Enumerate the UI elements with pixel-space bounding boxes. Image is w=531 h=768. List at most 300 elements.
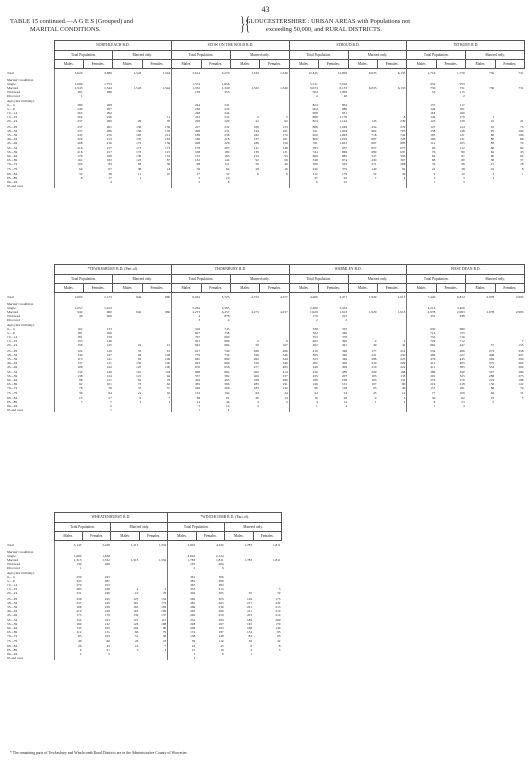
table-cell: 712 <box>459 339 465 344</box>
females-heading: Females. <box>253 532 281 541</box>
table-cell: 729 <box>407 339 436 343</box>
footnote: * The remaining parts of Tewkesbury and Winchcomb Rural Districts are in the Administrative County of Worcester. <box>10 751 188 755</box>
corner-cell <box>6 523 54 532</box>
corner-cell <box>6 275 54 284</box>
table-cell: 170 <box>275 622 281 627</box>
table-cell: 447 <box>459 343 465 348</box>
row-label: 15—19 <box>7 339 18 344</box>
corner-cell <box>6 513 54 523</box>
table-cell: 482 <box>407 353 436 357</box>
table-cell: 101 <box>136 370 142 374</box>
row-label: 90—94 <box>7 179 18 184</box>
table-cell: 112 <box>459 146 465 150</box>
row-label: 5— 9 <box>7 107 15 112</box>
table-cell: 134 <box>246 630 253 635</box>
table-cell: 309 <box>518 364 524 369</box>
table-cell: 207 <box>224 146 230 150</box>
table-cell: 4 <box>257 399 259 404</box>
table-cell: 217 <box>246 600 253 605</box>
table-cell: 375 <box>489 360 495 365</box>
table-cell: 1 <box>54 94 83 98</box>
table-cell: 211 <box>247 608 253 613</box>
table-cell <box>377 408 406 412</box>
table-cell: 95 <box>277 630 281 635</box>
table-cell: 79 <box>166 378 171 383</box>
row-label: 60—64 <box>7 154 18 159</box>
table-cell: 305 <box>218 591 224 596</box>
table-cell: 355 <box>224 89 230 94</box>
table-cell: 2 <box>257 339 259 344</box>
table-cell: 405 <box>459 360 465 365</box>
table-row <box>6 69 525 78</box>
table-cell: 9 <box>286 339 288 344</box>
table-cell: 393 <box>289 353 318 357</box>
table-cell: 40 <box>284 162 288 167</box>
district-heading: NORTHLEACH R.D. <box>54 41 172 51</box>
table-cell: 307 <box>489 370 495 374</box>
table-cell: 1,313 <box>130 543 139 548</box>
table-cell: 160 <box>459 111 465 116</box>
row-label: 0— 4 <box>7 575 15 580</box>
table-cell: 46 <box>54 314 83 318</box>
table-cell: 30 <box>407 396 436 400</box>
table-cell: 546 <box>282 352 288 357</box>
table-cell: 39 <box>54 390 83 395</box>
table-cell: 1,093 <box>339 132 348 137</box>
table-cell: 313 <box>218 587 224 592</box>
table-cell: 121 <box>106 378 112 383</box>
table-cell: 138 <box>407 129 436 133</box>
table-cell: 44 <box>284 391 288 396</box>
table-cell: 258 <box>518 348 524 353</box>
table-cell <box>377 184 406 188</box>
table-cell: 187 <box>218 630 224 635</box>
table-cell: 4 <box>172 314 201 318</box>
table-cell: 557 <box>172 374 201 378</box>
table-cell: 279 <box>54 583 82 587</box>
table-cell: 8 <box>407 400 436 404</box>
table-cell: 84 <box>407 154 436 158</box>
table-cell: 685 <box>400 140 406 145</box>
table-cell: 14 <box>172 400 201 404</box>
table-cell: 183 <box>161 604 167 609</box>
table-cell: 14 <box>166 167 171 172</box>
table-cell: 2,991 <box>168 541 196 550</box>
table-cell: 147 <box>106 352 112 357</box>
table-cell: 163 <box>165 136 171 141</box>
table-cell: 14 <box>226 403 230 408</box>
table-cell: 189 <box>106 154 112 159</box>
table-cell: 21 <box>490 162 495 167</box>
table-cell <box>83 184 112 188</box>
table-cell: 167 <box>282 343 288 348</box>
table-cell: 64 <box>226 167 230 172</box>
table-cell: 346 <box>341 352 348 357</box>
table-cell: 59 <box>255 162 259 167</box>
table-cell: 7 <box>168 395 171 400</box>
table-cell: 149 <box>407 115 436 119</box>
row-label: 70—74 <box>7 162 18 167</box>
table-cell: 68 <box>407 158 436 162</box>
row-label: 75—79 <box>7 391 18 396</box>
table-cell: 2,978 <box>407 310 436 314</box>
table-cell: 248 <box>289 365 318 369</box>
table-cell: 45 <box>220 643 224 648</box>
row-label: 55—59 <box>7 150 18 155</box>
table-cell: 3 <box>407 176 436 180</box>
table-cell: 666 <box>289 154 318 158</box>
table-cell: 667 <box>371 140 377 145</box>
table-cell: 139 <box>133 612 139 617</box>
table-cell: 262 <box>106 111 112 116</box>
table-cell: 288 <box>371 356 377 361</box>
table-cell: 367 <box>168 583 196 587</box>
table-cell: 245 <box>104 596 110 601</box>
table-cell: 806 <box>289 124 318 129</box>
table-cell: 767 <box>172 335 201 339</box>
table-cell: 4,257 <box>280 295 288 300</box>
table-cell: 284 <box>218 618 224 622</box>
table-cell: 273 <box>489 348 495 353</box>
table-cell: 131 <box>104 630 110 635</box>
males-heading: Males. <box>348 284 377 293</box>
total-population-heading: Total Population. <box>289 275 348 284</box>
table-cell: 2,993 <box>515 295 524 300</box>
table-cell: 55 <box>137 348 142 353</box>
table-subtitle <box>246 18 410 34</box>
table-cell: 1 <box>172 408 201 412</box>
row-label: 95 and over <box>7 183 24 188</box>
table-cell: 3 <box>462 175 465 180</box>
table-cell: 645 <box>172 357 201 361</box>
row-label: 15—19 <box>7 115 18 120</box>
males-heading: Males. <box>113 60 142 69</box>
table-cell: 100 <box>165 360 171 365</box>
table-cell <box>348 184 377 188</box>
table-cell: 690 <box>224 360 230 365</box>
table-cell: 1,543 <box>133 71 142 76</box>
table-cell: 188 <box>518 378 524 383</box>
table-cell: 239 <box>54 575 82 579</box>
table-cell: 165 <box>246 622 253 627</box>
table-cell: 1,656 <box>221 81 230 86</box>
table-cell: 94 <box>137 352 142 357</box>
table-cell: 219 <box>371 364 377 369</box>
table-cell: 353 <box>289 335 318 339</box>
table-cell: 75 <box>520 124 524 129</box>
table-cell: 134 <box>54 369 83 374</box>
table-subtitle-line1: GLOUCESTERSHIRE : URBAN AREAS with Populations not <box>246 18 411 25</box>
table-cell: 1,913 <box>397 309 406 314</box>
table-cell: 101 <box>106 382 112 387</box>
table-cell <box>142 184 171 188</box>
table-cell: 344 <box>282 356 288 361</box>
table-cell: 174 <box>161 600 167 605</box>
total-population-heading: Total Population. <box>172 51 231 60</box>
table-cell: 630 <box>407 327 436 331</box>
table-cell: 208 <box>400 162 406 167</box>
table-cell: 165 <box>104 626 110 631</box>
table-cell: 670 <box>172 365 201 369</box>
table-cell: 2 <box>462 93 465 98</box>
table-cell: 10 <box>490 167 495 172</box>
table-cell: 534 <box>407 348 436 353</box>
table-cell: 217 <box>106 146 112 150</box>
table-cell: 19 <box>220 647 224 652</box>
table-cell: 1,019 <box>339 136 348 141</box>
table-cell: 196 <box>54 605 82 609</box>
table-cell: 137 <box>161 612 167 617</box>
table-cell: 637 <box>400 150 406 155</box>
males-heading: Males. <box>172 284 201 293</box>
corner-cell <box>6 532 54 541</box>
table-cell: 12 <box>168 648 196 652</box>
row-label: 65—69 <box>7 158 18 163</box>
table-cell <box>225 656 253 660</box>
table-cell: 95 <box>407 145 436 150</box>
table-cell: 1,783 <box>244 557 253 562</box>
table-cell: 83 <box>108 162 112 167</box>
females-heading: Females. <box>139 532 167 541</box>
table-cell: 178 <box>172 145 201 150</box>
table-cell: 4 <box>345 403 348 408</box>
table-cell: 564 <box>289 90 318 94</box>
table-cell: 249 <box>168 613 196 617</box>
table-cell: 394 <box>489 356 495 361</box>
table-cell: 126 <box>133 622 139 627</box>
table-cell: 186 <box>253 140 259 145</box>
table-cell: 331 <box>407 314 436 318</box>
table-cell: 51 <box>134 634 139 639</box>
table-cell: 240 <box>289 166 318 171</box>
table-cell <box>289 408 318 412</box>
table-cell: 1,913 <box>339 309 348 314</box>
table-cell: 33 <box>407 162 436 166</box>
table-cell: 408 <box>489 352 495 357</box>
table-cell: 253 <box>104 583 110 588</box>
table-cell: 221 <box>246 604 253 609</box>
married-only-heading: Married only. <box>113 275 172 284</box>
table-cell: 148 <box>218 634 224 639</box>
table-cell: 92 <box>54 382 83 386</box>
table-cell: 123 <box>407 119 436 123</box>
row-label: 70—74 <box>7 634 18 639</box>
table-cell: 6 <box>139 395 142 400</box>
table-cell: 1,811 <box>272 543 281 548</box>
table-cell: 824 <box>289 119 318 123</box>
table-cell: 17 <box>108 175 112 180</box>
row-label: 50—54 <box>7 146 18 150</box>
table-cell: 8 <box>278 643 281 648</box>
table-cell: 390 <box>289 162 318 166</box>
table-cell <box>113 408 142 412</box>
table-cell: 243 <box>104 575 110 580</box>
table-cell: 64 <box>520 154 524 159</box>
table-cell <box>201 184 230 188</box>
table-cell: 112 <box>54 630 82 634</box>
table-cell: 238 <box>224 132 230 137</box>
table-cell: 367 <box>400 158 406 163</box>
table-cell: 462 <box>289 343 318 347</box>
table-cell <box>495 184 524 188</box>
table-cell: 163 <box>168 562 196 566</box>
table-cell: 237 <box>54 124 83 129</box>
table-cell: 122 <box>104 622 110 627</box>
table-cell: 95 <box>490 128 495 133</box>
table-cell: 209 <box>400 360 406 365</box>
district-heading: THORNBURY R.D. <box>172 265 290 275</box>
table-cell: 266 <box>218 608 224 613</box>
married-only-heading: Married only. <box>113 51 172 60</box>
table-cell: 898 <box>289 115 318 119</box>
table-cell: 1,332 <box>158 557 167 562</box>
table-cell: 148 <box>459 128 465 133</box>
table-cell: 214 <box>275 612 281 617</box>
table-cell: 5 <box>172 404 201 408</box>
table-cell: 267 <box>218 622 224 627</box>
table-title-line1: TABLE 15 continued.—A G E S (Grouped) and <box>10 18 134 25</box>
row-label: 60—64 <box>7 626 18 631</box>
table-cell: 686 <box>224 339 230 344</box>
table-cell: 289 <box>341 370 348 374</box>
row-label: Total <box>7 542 14 547</box>
table-cell: 105 <box>407 133 436 137</box>
table-cell: 263 <box>168 609 196 613</box>
table-cell: 3 <box>403 395 406 400</box>
males-heading: Males. <box>172 60 201 69</box>
row-label: 75—79 <box>7 167 18 172</box>
table-cell: 62 <box>343 175 348 180</box>
table-cell: 244 <box>172 103 201 107</box>
females-heading: Females. <box>319 284 348 293</box>
table-cell: 226 <box>224 140 230 145</box>
table-cell: 165 <box>136 132 142 137</box>
table-cell: 4 <box>227 317 230 322</box>
males-heading: Males. <box>466 60 495 69</box>
table-cell: 1 <box>168 656 196 660</box>
table-cell: 4,585 <box>221 305 230 310</box>
table-cell: 1 <box>521 171 524 176</box>
table-cell: 366 <box>218 575 224 580</box>
brace-divider: }{ <box>240 14 251 35</box>
table-cell: 118 <box>342 386 348 391</box>
table-cell: 70 <box>520 386 524 391</box>
table-cell: 744 <box>289 150 318 154</box>
table-cell: 261 <box>106 124 112 129</box>
table-cell: 104 <box>133 626 139 631</box>
table-cell: 338 <box>289 327 318 331</box>
table-cell: 2 <box>164 647 167 652</box>
table-cell: 270 <box>407 378 436 382</box>
table-cell: 800 <box>289 137 318 141</box>
table-cell: 198 <box>341 378 348 383</box>
table-cell: 4 <box>462 403 465 408</box>
table-cell: 144 <box>224 158 230 163</box>
table-cell: 730 <box>489 85 495 90</box>
total-population-heading: Total Population. <box>407 51 466 60</box>
row-label: Marital Conditions. <box>7 549 34 554</box>
table-cell: 123 <box>133 596 139 601</box>
table-cell: 77 <box>407 390 436 395</box>
corner-cell <box>6 60 54 69</box>
table-cell: 303 <box>218 596 224 601</box>
males-heading: Males. <box>54 284 83 293</box>
table-cell: 1,929 <box>368 295 377 300</box>
table-cell: 11 <box>166 115 171 120</box>
table-cell: 1 <box>492 115 495 120</box>
table-cell: 159 <box>165 124 171 129</box>
table-cell: 82 <box>520 146 524 150</box>
table-cell: 57 <box>490 343 495 348</box>
table-cell: 46 <box>226 399 230 404</box>
table-cell: 200 <box>275 618 281 622</box>
table-cell: 19 <box>461 171 465 176</box>
table-cell: 149 <box>106 348 112 353</box>
row-label: 90—94 <box>7 403 18 408</box>
table-cell: 26 <box>255 395 259 400</box>
table-cell: 932 <box>407 82 436 86</box>
table-cell: 1,929 <box>289 310 318 314</box>
table-cell: 656 <box>224 364 230 369</box>
table-cell: 12,345 <box>289 69 318 78</box>
table-cell: 8 <box>54 176 83 180</box>
table-cell: 731 <box>459 85 465 90</box>
table-cell: 21 <box>520 119 524 124</box>
table-cell: 147 <box>407 124 436 129</box>
table-cell: 146 <box>106 339 112 344</box>
table-cell: 286 <box>106 128 112 133</box>
table-cell: 414 <box>282 370 288 374</box>
table-cell: 454 <box>371 124 377 129</box>
table-cell: 219 <box>489 378 495 383</box>
table-cell: 2,993 <box>515 309 524 314</box>
table-cell: 236 <box>104 587 110 592</box>
table-cell: 182 <box>106 158 112 163</box>
table-cell: 669 <box>224 356 230 361</box>
females-heading: Females. <box>377 284 406 293</box>
table-cell: 346 <box>341 331 348 336</box>
married-only-heading: Married only. <box>348 51 407 60</box>
table-cell: 3,206 <box>457 305 465 310</box>
table-cell: 5,725 <box>221 295 230 300</box>
table-cell: 904 <box>289 107 318 111</box>
table-cell: 7,440 <box>407 293 436 302</box>
table-cell: 362 <box>289 331 318 335</box>
table-cell: 346 <box>282 360 288 365</box>
table-cell: 1,170 <box>339 115 348 120</box>
table-cell: 931 <box>341 111 348 116</box>
females-heading: Females. <box>436 284 465 293</box>
table-cell: 156 <box>136 128 142 133</box>
table-cell: 2 <box>374 339 377 344</box>
table-cell: 4,214 <box>407 306 436 310</box>
page-number: 43 <box>261 5 270 14</box>
table-cell: 94 <box>166 374 171 379</box>
table-cell: 139 <box>253 150 259 155</box>
row-label: 40—44 <box>7 360 18 365</box>
table-cell: 287 <box>104 579 110 584</box>
table-cell: 22 <box>255 119 259 124</box>
row-label: 30—34 <box>7 352 18 357</box>
table-cell: 281 <box>168 601 196 605</box>
table-cell: 157 <box>253 136 259 141</box>
table-row <box>6 408 525 412</box>
table-cell: 730 <box>489 71 495 76</box>
males-heading: Males. <box>168 532 196 541</box>
table-cell: 121 <box>133 618 139 622</box>
table-cell: 37 <box>520 158 524 163</box>
table-cell: 260 <box>106 119 112 124</box>
